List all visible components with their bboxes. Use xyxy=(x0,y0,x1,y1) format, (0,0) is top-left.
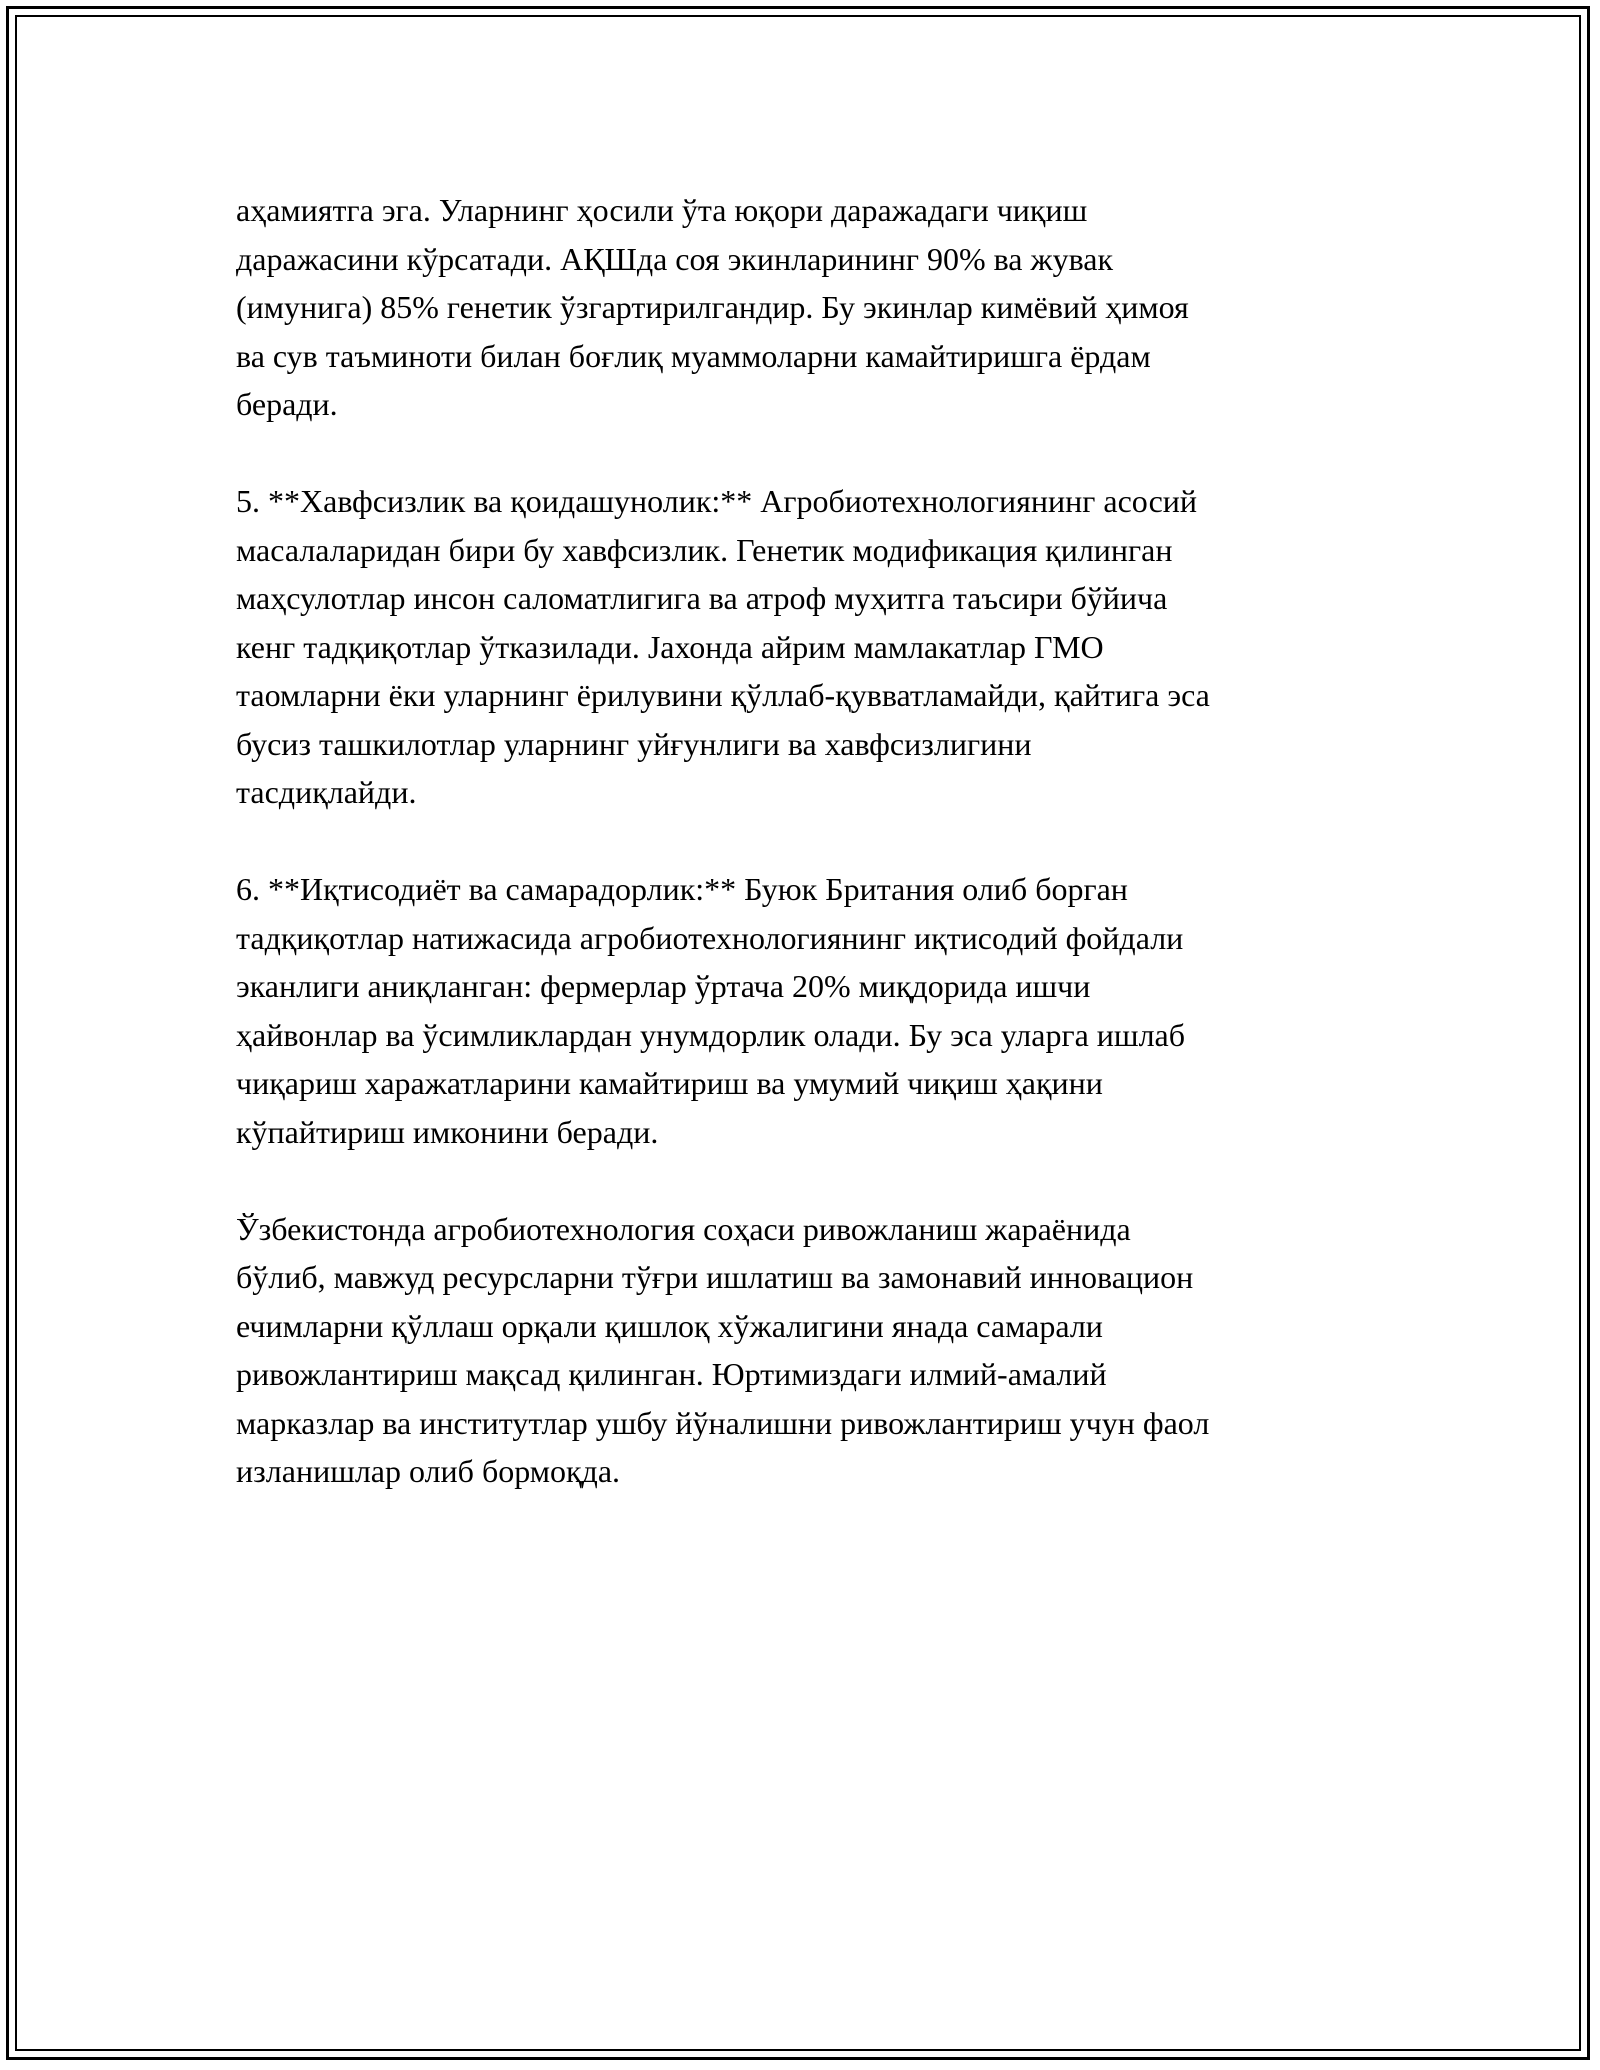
text-line: кенг тадқиқотлар ўтказилади. Јахонда айрим мамлакатлар ГМО xyxy=(236,628,1104,665)
text-line: (имунига) 85% генетик ўзгартирилгандир. Бу экинлар кимёвий ҳимоя xyxy=(236,289,1189,325)
text-line: тасдиқлайди. xyxy=(236,774,417,810)
text-line: бўлиб, мавжуд ресурсларни тўғри ишлатиш ва замонавий инновацион xyxy=(236,1259,1194,1295)
paragraph-intro-continuation xyxy=(236,186,1376,429)
paragraph-economics xyxy=(236,865,1376,1156)
text-line: ривожлантириш мақсад қилинган. Юртимиздаги илмий-амалий xyxy=(236,1356,1107,1392)
text-line: изланишлар олиб бормоқда. xyxy=(236,1453,621,1489)
text-line: ҳайвонлар ва ўсимликлардан унумдорлик олади. Бу эса уларга ишлаб xyxy=(236,1016,1186,1053)
text-line: ва сув таъминоти билан боғлиқ муаммоларни камайтиришга ёрдам xyxy=(236,337,1151,374)
paragraph-uzbekistan xyxy=(236,1205,1376,1496)
text-line: тадқиқотлар натижасида агробиотехнологиянинг иқтисодий фойдали xyxy=(236,919,1184,956)
paragraph-safety xyxy=(236,477,1376,817)
text-line: масалаларидан бири бу хавфсизлик. Генетик модификация қилинган xyxy=(236,531,1173,568)
text-line: чиқариш харажатларини камайтириш ва умумий чиқиш ҳақини xyxy=(236,1065,1103,1101)
text-line: беради. xyxy=(236,386,338,422)
text-line: марказлар ва институтлар ушбу йўналишни ривожлантириш учун фаол xyxy=(236,1404,1210,1441)
document-body xyxy=(236,186,1376,1496)
text-line: 6. **Иқтисодиёт ва самарадорлик:** Буюк Британия олиб борган xyxy=(236,871,1128,907)
text-line: Ўзбекистонда агробиотехнология соҳаси ривожланиш жараёнида xyxy=(236,1210,1131,1247)
text-line: маҳсулотлар инсон саломатлигига ва атроф муҳитга таъсири бўйича xyxy=(236,580,1168,616)
text-line: аҳамиятга эга. Уларнинг ҳосили ўта юқори даражадаги чиқиш xyxy=(236,192,1088,228)
text-line: эканлиги аниқланган: фермерлар ўртача 20% миқдорида ишчи xyxy=(236,968,1091,1004)
text-line: 5. **Хавфсизлик ва қоидашунолик:** Агробиотехнологиянинг асосий xyxy=(236,483,1198,519)
text-line: даражасини кўрсатади. АҚШда соя экинларининг 90% ва жувак xyxy=(236,240,1114,277)
text-line: ечимларни қўллаш орқали қишлоқ хўжалигини янада самарали xyxy=(236,1307,1103,1344)
text-line: кўпайтириш имконини беради. xyxy=(236,1113,659,1150)
text-line: таомларни ёки уларнинг ёрилувини қўллаб-қувватламайди, қайтига эса xyxy=(236,677,1210,713)
text-line: бусиз ташкилотлар уларнинг уйғунлиги ва хавфсизлигини xyxy=(236,725,1032,762)
